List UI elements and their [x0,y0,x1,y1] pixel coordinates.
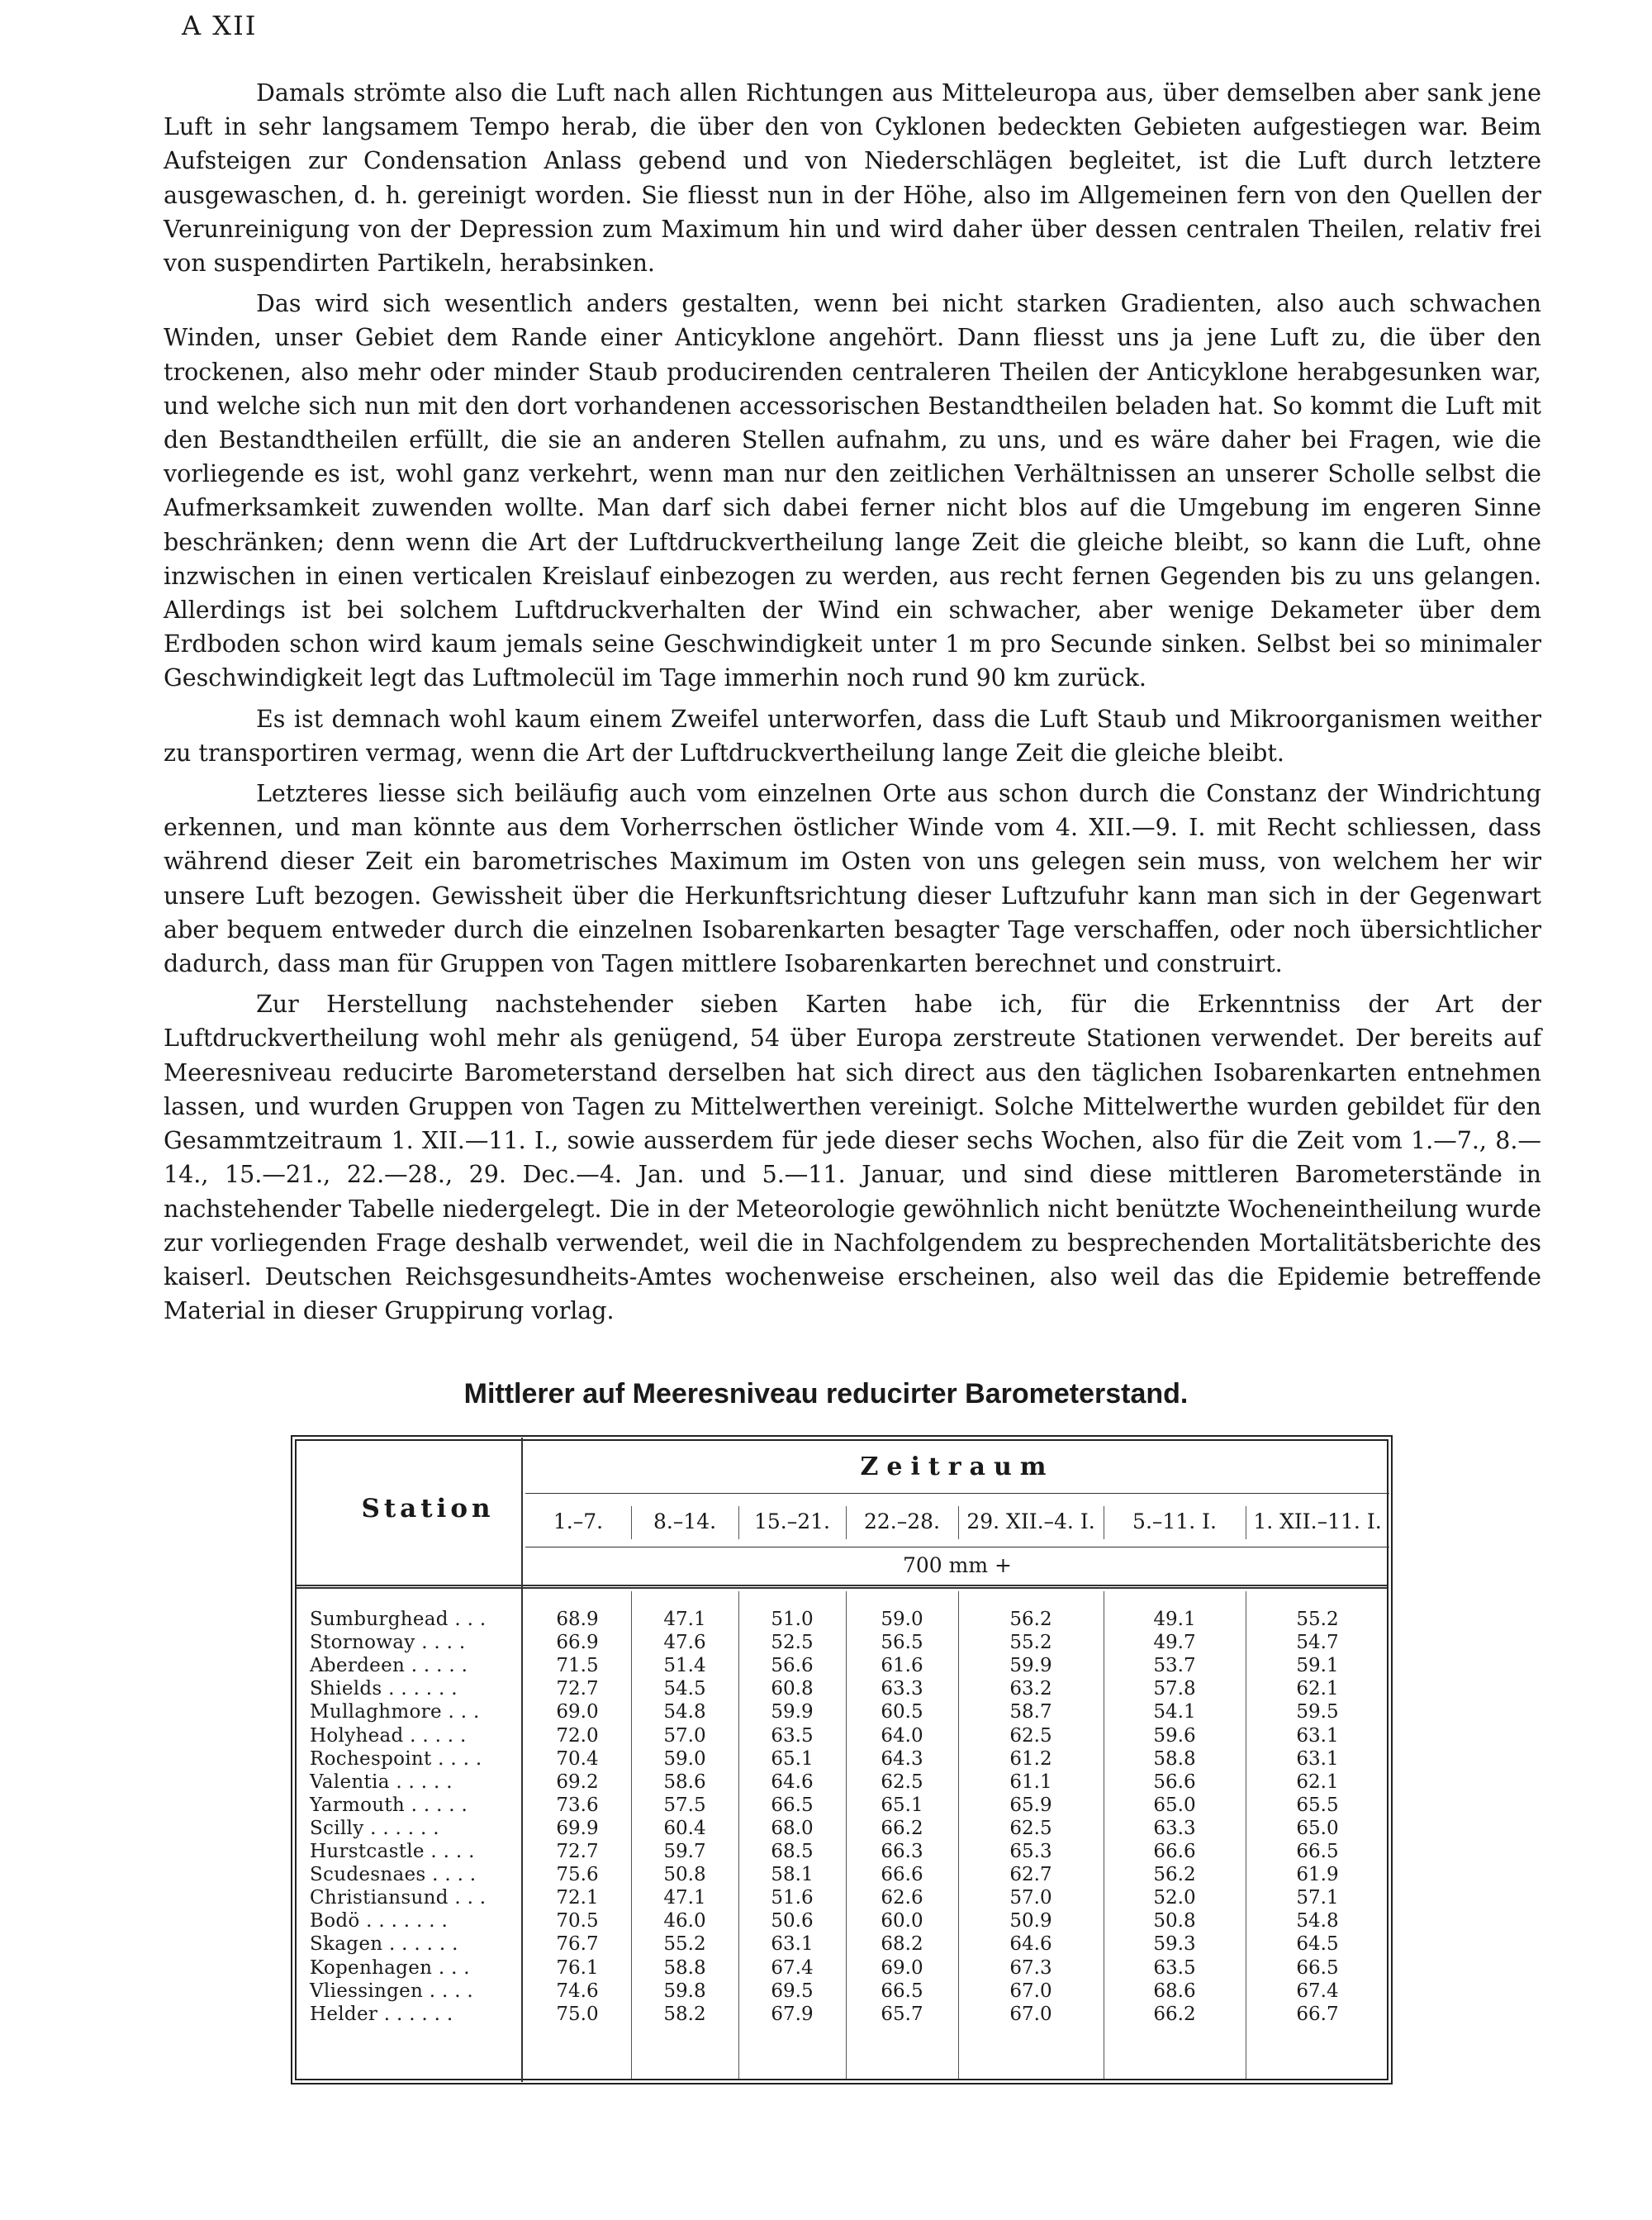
pressure-value: 53.7 [1153,1655,1196,1676]
pressure-value: 66.5 [771,1795,814,1816]
station-name: Helder . . . . . . [310,2004,453,2025]
pressure-value: 67.9 [771,2004,814,2025]
pressure-value: 57.0 [1009,1887,1052,1909]
pressure-value: 66.5 [1296,1841,1339,1862]
pressure-value: 61.2 [1009,1748,1052,1770]
pressure-value: 51.4 [663,1655,706,1676]
pressure-value: 64.5 [1296,1933,1339,1955]
table-row [307,2003,1381,2026]
pressure-value: 59.8 [663,1980,706,2002]
pressure-value: 62.1 [1296,1771,1339,1793]
pressure-value: 66.5 [1296,1957,1339,1979]
pressure-value: 69.0 [881,1957,923,1979]
station-name: Shields . . . . . . [310,1678,458,1699]
table-row [307,1771,1381,1794]
pressure-value: 58.6 [663,1771,706,1793]
pressure-value: 59.1 [1296,1655,1339,1676]
pressure-value: 60.8 [771,1678,814,1699]
pressure-value: 58.2 [663,2004,706,2025]
table-row [307,1724,1381,1747]
station-name: Yarmouth . . . . . [310,1795,468,1816]
pressure-value: 65.1 [771,1748,814,1770]
pressure-value: 65.3 [1009,1841,1052,1862]
station-name: Valentia . . . . . [310,1771,453,1793]
column-header: 8.–14. [653,1509,717,1533]
table-row [307,1932,1381,1956]
pressure-value: 62.5 [881,1771,923,1793]
period-group-header: Zeitraum [860,1452,1055,1481]
header-separator [738,1506,739,1539]
table-row [307,1654,1381,1677]
paragraph-1: Damals strömte also die Luft nach allen Richtungen aus Mitteleuropa aus, über demselben aber sank jene Luft in sehr langsamem Tempo herab, die über den von Cyklonen bedeckten Gebieten aufgestiegen war. Beim Aufsteigen zur Condensation Anlass gebend und von Niederschlägen begleitet, ist die Luft durch letztere ausgewaschen, d. h. gereinigt worden. Sie fliesst nun in der Höhe, also im Allgemeinen fern von den Quellen der Verunreinigung von der Depression zum Maximum hin und wird daher über dessen centralen Theilen, relativ frei von suspendirten Partikeln, herabsinken. [164,79,1541,278]
pressure-value: 74.6 [556,1980,599,2002]
table-row [307,1817,1381,1840]
table-row [307,1631,1381,1654]
pressure-value: 58.8 [663,1957,706,1979]
pressure-value: 62.1 [1296,1678,1339,1699]
pressure-value: 60.5 [881,1701,923,1723]
pressure-value: 49.1 [1153,1609,1196,1630]
pressure-value: 59.5 [1296,1701,1339,1723]
pressure-value: 63.3 [1153,1818,1196,1839]
station-name: Aberdeen . . . . . [310,1655,468,1676]
table-row [307,1909,1381,1932]
column-header: 22.–28. [863,1509,941,1533]
pressure-value: 55.2 [663,1933,706,1955]
pressure-value: 50.8 [663,1864,706,1885]
table-row [307,1794,1381,1817]
pressure-value: 54.8 [663,1701,706,1723]
body-text [164,76,1541,1334]
pressure-value: 66.9 [556,1632,599,1653]
paragraph-2: Das wird sich wesentlich anders gestalten, wenn bei nicht starken Gradienten, also auch schwachen Winden, unser Gebiet dem Rande einer Anticyklone angehört. Dann fliesst uns ja jene Luft zu, die über den trockenen, also mehr oder minder Staub producirenden centraleren Theilen der Anticyklone herabgesunken war, und welche sich nun mit den dort vorhandenen accessorischen Bestandtheilen beladen hat. So kommt die Luft mit den Bestandtheilen erfüllt, die sie an anderen Stellen aufnahm, zu uns, und es wäre daher bei Fragen, wie die vorliegende es ist, wohl ganz verkehrt, wenn man nur den zeitlichen Verhältnissen an unserer Scholle selbst die Aufmerksamkeit zuwenden wollte. Man darf sich dabei ferner nicht blos auf die Umgebung im engeren Sinne beschränken; denn wenn die Art der Luftdruckvertheilung lange Zeit die gleiche bleibt, so kann die Luft, ohne inzwischen in einen verticalen Kreislauf einbezogen zu werden, aus recht fernen Gegenden bis zu uns gelangen. Allerdings ist bei solchem Luftdruckverhalten der Wind ein schwacher, aber wenige Dekameter über dem Erdboden schon wird kaum jemals seine Geschwindigkeit unter 1 m pro Secunde sinken. Selbst bei so minimaler Geschwindigkeit legt das Luftmolecül im Tage immerhin noch rund 90 km zurück. [164,290,1541,692]
paragraph-4: Letzteres liesse sich beiläufig auch vom einzelnen Orte aus schon durch die Constanz der Windrichtung erkennen, und man könnte aus dem Vorherrschen östlicher Winde vom 4. XII.—9. I. mit Recht schliessen, dass während dieser Zeit ein barometrisches Maximum im Osten von uns gelegen sein muss, von welchem her wir unsere Luft bezogen. Gewissheit über die Herkunftsrichtung dieser Luftzufuhr kann man sich in der Gegenwart aber bequem entweder durch die einzelnen Isobarenkarten besagter Tage verschaffen, oder noch übersichtlicher dadurch, dass man für Gruppen von Tagen mittlere Isobarenkarten berechnet und construirt. [164,780,1541,978]
station-name: Holyhead . . . . . [310,1725,467,1747]
table-row [307,1608,1381,1631]
station-name: Hurstcastle . . . . [310,1841,475,1862]
pressure-value: 60.4 [663,1818,706,1839]
paragraph-5: Zur Herstellung nachstehender sieben Karten habe ich, für die Erkenntniss der Art der Luftdruckvertheilung wohl mehr als genügend, 54 über Europa zerstreute Stationen verwendet. Der bereits auf Meeresniveau reducirte Barometerstand derselben hat sich direct aus den täglichen Isobarenkarten entnehmen lassen, und wurden Gruppen von Tagen zu Mittelwerthen vereinigt. Solche Mittelwerthe wurden gebildet für den Gesammtzeitraum 1. XII.—11. I., sowie ausserdem für jede dieser sechs Wochen, also für die Zeit vom 1.—7., 8.—14., 15.—21., 22.—28., 29. Dec.—4. Jan. und 5.—11. Januar, und sind diese mittleren Barometerstände in nachstehender Tabelle niedergelegt. Die in der Meteorologie gewöhnlich nicht benützte Wocheneintheilung wurde zur vorliegenden Frage deshalb verwendet, weil die in Nachfolgendem zu besprechenden Mortalitätsberichte des kaiserl. Deutschen Reichsgesundheits-Amtes wochenweise erscheinen, also weil das die Epidemie betreffende Material in dieser Gruppirung vorlag. [164,991,1541,1325]
pressure-value: 69.9 [556,1818,599,1839]
pressure-value: 50.9 [1009,1910,1052,1932]
pressure-value: 72.7 [556,1841,599,1862]
pressure-value: 65.7 [881,2004,923,2025]
header-separator [846,1506,847,1539]
pressure-value: 70.4 [556,1748,599,1770]
pressure-value: 52.0 [1153,1887,1196,1909]
pressure-value: 58.1 [771,1864,814,1885]
pressure-value: 56.6 [1153,1771,1196,1793]
pressure-value: 69.0 [556,1701,599,1723]
pressure-value: 64.0 [881,1725,923,1747]
pressure-value: 63.1 [1296,1748,1339,1770]
pressure-value: 56.2 [1153,1864,1196,1885]
pressure-value: 68.0 [771,1818,814,1839]
station-name: Mullaghmore . . . [310,1701,480,1723]
header-separator [631,1506,632,1539]
pressure-value: 59.0 [881,1609,923,1630]
pressure-value: 67.3 [1009,1957,1052,1979]
pressure-value: 68.2 [881,1933,923,1955]
column-header: 1. XII.–11. I. [1253,1509,1382,1533]
column-header: 29. XII.–4. I. [966,1509,1095,1533]
station-name: Scilly . . . . . . [310,1818,439,1839]
pressure-value: 66.2 [1153,2004,1196,2025]
station-name: Scudesnaes . . . . [310,1864,477,1885]
pressure-value: 46.0 [663,1910,706,1932]
pressure-value: 61.6 [881,1655,923,1676]
pressure-value: 57.8 [1153,1678,1196,1699]
column-header: 15.–21. [753,1509,831,1533]
pressure-value: 51.6 [771,1887,814,1909]
header-body-divider [297,1585,1387,1589]
pressure-value: 62.7 [1009,1864,1052,1885]
pressure-value: 59.6 [1153,1725,1196,1747]
station-name: Rochespoint . . . . [310,1748,482,1770]
pressure-value: 60.0 [881,1910,923,1932]
pressure-value: 63.5 [771,1725,814,1747]
pressure-value: 49.7 [1153,1632,1196,1653]
period-header-rule [525,1493,1389,1494]
station-name: Bodö . . . . . . . [310,1910,449,1932]
pressure-value: 66.7 [1296,2004,1339,2025]
pressure-value: 64.3 [881,1748,923,1770]
pressure-value: 58.8 [1153,1748,1196,1770]
pressure-value: 72.0 [556,1725,599,1747]
pressure-value: 57.0 [663,1725,706,1747]
pressure-value: 47.6 [663,1632,706,1653]
pressure-value: 66.5 [881,1980,923,2002]
pressure-value: 62.6 [881,1887,923,1909]
pressure-value: 54.1 [1153,1701,1196,1723]
pressure-value: 75.0 [556,2004,599,2025]
pressure-value: 54.8 [1296,1910,1339,1932]
pressure-value: 63.3 [881,1678,923,1699]
pressure-value: 50.6 [771,1910,814,1932]
table-row [307,1980,1381,2003]
pressure-value: 66.3 [881,1841,923,1862]
pressure-value: 65.0 [1296,1818,1339,1839]
pressure-value: 62.5 [1009,1725,1052,1747]
pressure-value: 64.6 [771,1771,814,1793]
column-header: 1.–7. [553,1509,604,1533]
pressure-value: 68.6 [1153,1980,1196,2002]
pressure-value: 63.5 [1153,1957,1196,1979]
pressure-value: 61.1 [1009,1771,1052,1793]
pressure-value: 65.5 [1296,1795,1339,1816]
pressure-value: 54.5 [663,1678,706,1699]
pressure-value: 56.2 [1009,1609,1052,1630]
pressure-value: 72.7 [556,1678,599,1699]
pressure-value: 65.9 [1009,1795,1052,1816]
pressure-value: 55.2 [1009,1632,1052,1653]
pressure-value: 47.1 [663,1887,706,1909]
pressure-value: 68.9 [556,1609,599,1630]
pressure-value: 76.7 [556,1933,599,1955]
header-separator [958,1506,959,1539]
pressure-value: 65.0 [1153,1795,1196,1816]
pressure-value: 56.6 [771,1655,814,1676]
pressure-value: 59.7 [663,1841,706,1862]
pressure-value: 63.1 [771,1933,814,1955]
pressure-value: 70.5 [556,1910,599,1932]
station-header: Station [361,1494,495,1524]
pressure-value: 52.5 [771,1632,814,1653]
pressure-value: 68.5 [771,1841,814,1862]
pressure-value: 69.5 [771,1980,814,2002]
pressure-value: 50.8 [1153,1910,1196,1932]
table-row [307,1886,1381,1909]
pressure-value: 67.4 [1296,1980,1339,2002]
pressure-value: 67.4 [771,1957,814,1979]
pressure-value: 66.2 [881,1818,923,1839]
pressure-value: 54.7 [1296,1632,1339,1653]
station-name: Vliessingen . . . . [310,1980,474,2002]
pressure-value: 73.6 [556,1795,599,1816]
pressure-value: 66.6 [881,1864,923,1885]
paragraph-3: Es ist demnach wohl kaum einem Zweifel unterworfen, dass die Luft Staub und Mikroorganismen weither zu transportiren vermag, wenn die Art der Luftdruckvertheilung lange Zeit die gleiche bleibt. [164,705,1541,767]
pressure-value: 58.7 [1009,1701,1052,1723]
page-header: A XII [182,10,258,41]
pressure-value: 69.2 [556,1771,599,1793]
station-name: Christiansund . . . [310,1887,487,1909]
pressure-value: 71.5 [556,1655,599,1676]
table-row [307,1700,1381,1723]
pressure-value: 61.9 [1296,1864,1339,1885]
table-row [307,1863,1381,1886]
station-name: Sumburghead . . . [310,1609,487,1630]
column-header: 5.–11. I. [1132,1509,1217,1533]
pressure-value: 56.5 [881,1632,923,1653]
pressure-value: 59.9 [1009,1655,1052,1676]
station-name: Stornoway . . . . [310,1632,466,1653]
unit-label: 700 mm + [903,1553,1012,1577]
pressure-value: 75.6 [556,1864,599,1885]
pressure-value: 63.1 [1296,1725,1339,1747]
station-name: Skagen . . . . . . [310,1933,458,1955]
pressure-value: 67.0 [1009,2004,1052,2025]
pressure-value: 55.2 [1296,1609,1339,1630]
pressure-value: 51.0 [771,1609,814,1630]
pressure-value: 76.1 [556,1957,599,1979]
pressure-value: 63.2 [1009,1678,1052,1699]
pressure-value: 59.9 [771,1701,814,1723]
pressure-value: 67.0 [1009,1980,1052,2002]
station-name: Kopenhagen . . . [310,1957,470,1979]
table-row [307,1677,1381,1700]
pressure-value: 64.6 [1009,1933,1052,1955]
pressure-value: 57.1 [1296,1887,1339,1909]
table-title: Mittlerer auf Meeresniveau reducirter Barometerstand. [463,1378,1189,1409]
table-row [307,1840,1381,1863]
pressure-value: 59.0 [663,1748,706,1770]
table-row [307,1956,1381,1980]
pressure-value: 59.3 [1153,1933,1196,1955]
pressure-value: 65.1 [881,1795,923,1816]
pressure-value: 57.5 [663,1795,706,1816]
pressure-value: 62.5 [1009,1818,1052,1839]
pressure-value: 66.6 [1153,1841,1196,1862]
pressure-value: 72.1 [556,1887,599,1909]
table-row [307,1747,1381,1771]
pressure-value: 47.1 [663,1609,706,1630]
